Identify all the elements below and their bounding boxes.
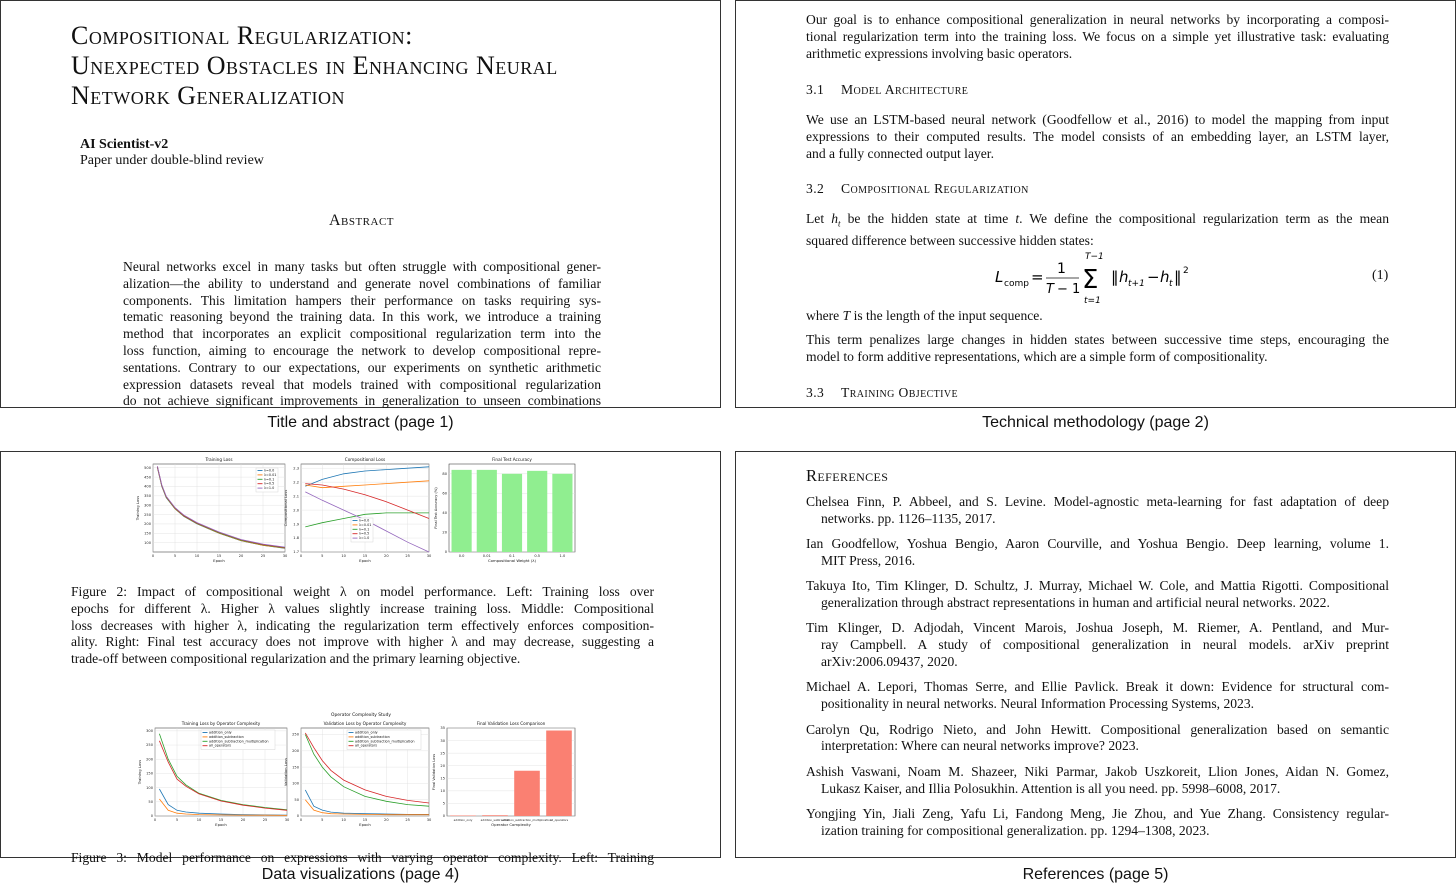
y-axis-label: Validation Loss [283,757,288,787]
bar [546,731,572,816]
x-tick-label: 20 [384,554,389,558]
abstract-line: method that incorporates an explicit compositional regularization term into the [123,326,601,342]
paper-title [71,21,661,111]
reference-line: generalization through abstract representations in human and artificial neural networks. 2022. [821,594,1330,610]
chart-title: Compositional Loss [344,457,386,462]
y-axis-label: Training Loss [137,759,142,785]
bar [527,471,547,552]
bar [450,815,476,816]
y-tick-label: 250 [144,512,151,517]
chart-title: Validation Loss by Operator Complexity [323,721,407,726]
chart-title: Training Loss [205,457,233,462]
x-tick-label: 30 [284,818,290,822]
svg-text:2: 2 [1183,266,1189,276]
caption-line: Figure 3: Model performance on expressions with varying operator complexity. Left: Training [71,850,654,865]
legend-label: λ=0.0 [359,518,370,523]
page4-data-visualizations [0,451,721,865]
intro-paragraph [806,12,1389,62]
panel-caption: References (page 5) [1022,866,1169,883]
y-tick-label: 2.2 [293,480,299,485]
reference-line: Chelsea Finn, P. Abbeel, and S. Levine. Model-agnostic meta-learning for fast adaptation of deep [806,493,1389,509]
y-tick-label: 100 [292,781,299,786]
x-tick-label: 0.0 [458,554,465,558]
y-tick-label: 80 [442,471,447,476]
y-tick-label: 150 [144,531,151,536]
reference-line: ization training for compositional generalization. pp. 1294–1308, 2023. [821,822,1210,838]
y-axis-label: Training Loss [135,495,140,521]
y-tick-label: 200 [144,522,151,527]
bar [502,474,522,552]
legend-label: addition_only [209,730,232,735]
reference-line: Michael A. Lepori, Thomas Serre, and Ellie Pavlick. Break it down: Evidence for structural com- [806,679,1389,695]
abstract-body [123,259,601,410]
y-tick-label: 20 [440,763,445,768]
x-tick-label: 1.0 [559,554,566,558]
legend-label: λ=0.5 [264,481,275,486]
y-tick-label: 100 [144,540,151,545]
x-tick-label: 10 [341,554,346,558]
reference-entry [806,764,1389,798]
x-tick-label: 30 [426,818,432,822]
y-tick-label: 150 [146,771,153,776]
svg-text:Σ: Σ [1082,265,1099,295]
x-tick-label: 15 [216,554,222,558]
references-list [806,468,1389,848]
reference-line: Lukasz Kaiser, and Illia Polosukhin. Attention is all you need. pp. 5998–6008, 2017. [821,780,1281,796]
figure-2-caption [71,584,654,668]
svg-text:t+1: t+1 [1128,279,1145,289]
svg-text:1: 1 [1057,261,1066,277]
svg-text:h: h [1160,268,1170,286]
reference-line: Takuya Ito, Tim Klinger, D. Schultz, J. Murray, Michael W. Cole, and Mattia Rigotti. Compositional [806,578,1389,594]
abstract-line: alization—the ability to understand and generate novel combinations of familiar [123,275,601,291]
x-tick-label: 30 [426,554,432,558]
section-heading-3-1 [806,82,1389,99]
section-title: Training Objective [841,385,959,400]
bar [514,771,540,816]
y-tick-label: 5 [442,801,445,806]
y-tick-label: 200 [292,749,299,754]
y-tick-label: 250 [292,732,299,737]
y-tick-label: 25 [440,751,445,756]
affiliation: Paper under double-blind review [80,153,264,168]
svg-text:h: h [1119,268,1129,286]
x-tick-label: 20 [238,554,244,558]
equation-number: (1) [1372,268,1389,283]
y-tick-label: 300 [144,503,151,508]
reference-entry [806,620,1389,670]
section-number: 3.2 [806,181,825,196]
y-tick-label: 15 [440,776,445,781]
svg-text:T: T [1046,282,1054,297]
y-tick-label: 2.3 [293,466,299,471]
model-architecture-paragraph [806,112,1389,162]
x-tick-label: addition_subtraction [480,818,510,822]
svg-text:t: t [1169,279,1173,289]
x-tick-label: 5 [173,554,177,558]
x-tick-label: addition_subtraction_multiplication [502,818,552,822]
y-tick-label: 1.9 [293,522,299,527]
chart-title: Training Loss by Operator Complexity [181,721,261,726]
author: AI Scientist-v2 [80,137,169,152]
svg-text:comp: comp [1004,279,1029,289]
reference-line: ray Campbell. A study of compositional generalization in neural models. arXiv preprint [821,637,1389,653]
x-tick-label: 20 [240,818,246,822]
y-tick-label: 1.7 [293,550,299,555]
section-title: Compositional Regularization [841,181,1029,196]
figure-2 [135,456,581,570]
y-axis-label: Final Validation Loss [432,753,436,791]
x-tick-label: 25 [405,554,410,558]
x-tick-label: all_operators [549,818,569,822]
legend-label: λ=0.01 [264,472,277,477]
legend-label: λ=0.1 [264,477,275,482]
x-tick-label: 10 [341,818,346,822]
chart-title: Final Test Accuracy [492,457,532,462]
abstract-line: Neural networks excel in many tasks but often struggle with compositional gener- [123,259,601,274]
svg-text:‖: ‖ [1111,268,1119,286]
legend-label: λ=1.0 [359,536,370,541]
y-tick-label: 300 [146,729,153,734]
abstract-line: components. This limitation hampers their performance on tasks requiring sys- [123,292,601,308]
x-tick-label: 15 [362,818,368,822]
x-tick-label: 5 [321,818,324,822]
y-tick-label: 1.8 [293,536,299,541]
y-tick-label: 50 [294,797,299,802]
reference-entry [806,494,1389,528]
text-line: model to form additive representations, which are a simple form of compositionality. [806,348,1268,364]
text-line: This term penalizes large changes in hidden states between successive time steps, encouraging the [806,332,1389,347]
title-line: Unexpected Obstacles in Enhancing Neural [71,51,558,80]
y-tick-label: 250 [146,743,153,748]
caption-line: epochs for different λ. Higher λ values slightly increase training loss. Middle: Compositional [71,600,654,616]
legend-label: λ=0.1 [359,527,370,532]
reference-entry [806,536,1389,570]
text-line: squared difference between successive hidden states: [806,232,1094,248]
figure-suptitle: Operator Complexity Study [331,713,391,718]
x-axis-label: Operator Complexity [491,822,531,827]
reference-line: Ashish Vaswani, Noam M. Shazeer, Niki Parmar, Jakob Uszkoreit, Llion Jones, Aidan N. Gomez, [806,763,1389,779]
abstract-line: expression datasets reveal that models trained with compositional regularization [123,376,601,392]
x-tick-label: 25 [262,818,268,822]
caption-line: loss decreases with higher λ, indicating the regularization term effectively enforces composition- [71,617,654,633]
legend-label: addition_subtraction_multiplication [355,739,415,744]
legend-label: λ=0.01 [359,522,372,527]
svg-text:t=1: t=1 [1084,296,1101,306]
y-tick-label: 500 [144,465,151,470]
figure-3 [137,710,581,832]
chart-title: Final Validation Loss Comparison [476,721,546,726]
reference-line: positionality in neural networks. Neural Information Processing Systems, 2023. [821,696,1255,712]
x-tick-label: 0.5 [534,554,541,558]
reference-entry [806,578,1389,612]
section-number: 3.1 [806,82,825,97]
y-tick-label: 0 [296,814,299,819]
bar [552,474,572,552]
x-tick-label: 10 [196,818,202,822]
x-tick-label: 15 [218,818,224,822]
bar [477,470,497,552]
reference-line: Yongjing Yin, Jiali Zeng, Yafu Li, Fandong Meng, Jie Zhou, and Yue Zhang. Consistency regular- [806,805,1389,821]
compositional-reg-paragraph [806,211,1389,249]
title-line: Network Generalization [71,81,346,110]
x-tick-label: 25 [260,554,266,558]
x-tick-label: 5 [321,554,324,558]
section-heading-3-2 [806,181,1389,198]
reference-line: Tim Klinger, D. Adjodah, Vincent Marois, Joshua Joseph, M. Riemer, A. Pentland, and Mur- [806,620,1389,636]
x-tick-label: 0 [299,554,303,558]
x-axis-label: Epoch [359,558,371,563]
section-number: 3.3 [806,385,825,400]
x-tick-label: 20 [384,818,389,822]
legend-label: all_operators [209,743,232,748]
x-tick-label: 0 [299,818,303,822]
text-line: tional regularization term into the training loss. We focus on a simple yet illustrative task: evaluating [806,28,1389,44]
text-line: Our goal is to enhance compositional generalization in neural networks by incorporating a composi- [806,12,1389,27]
svg-text:‖: ‖ [1174,268,1182,286]
page2-methodology [735,0,1456,408]
abstract-line: tematic reasoning beyond the training data. In this work, we introduce a training [123,309,601,325]
abstract-heading: Abstract [328,212,395,229]
x-tick-label: 0 [153,818,157,822]
svg-text:−: − [1147,268,1160,286]
y-tick-label: 100 [146,785,153,790]
x-axis-label: Epoch [215,822,227,827]
x-axis-label: Epoch [213,558,225,563]
y-tick-label: 400 [144,484,151,489]
y-axis-label: Final Test Accuracy (%) [434,487,438,529]
text-line: We use an LSTM-based neural network (Goodfellow et al., 2016) to model the mapping from input [806,112,1389,127]
abstract-line: do not achieve significant improvements in generalization to unseen combinations [123,393,601,409]
legend-label: addition_only [355,730,378,735]
y-axis-label: Compositional Loss [283,489,288,527]
panel-caption: Title and abstract (page 1) [267,414,454,431]
x-tick-label: 30 [282,554,288,558]
x-tick-label: 15 [362,554,368,558]
caption-line: Figure 2: Impact of compositional weight λ on model performance. Left: Training loss over [71,584,654,599]
title-line: Compositional Regularization: [71,21,413,50]
reference-line: Ian Goodfellow, Yoshua Bengio, Aaron Courville, and Yoshua Bengio. Deep learning, volume 1. [806,535,1389,551]
reference-line: networks. pp. 1126–1135, 2017. [821,510,996,526]
penalty-paragraph [806,332,1389,366]
x-tick-label: 0.1 [509,554,515,558]
text-line: expressions to their computed results. The model consists of an embedding layer, an LSTM layer, [806,128,1389,144]
y-tick-label: 50 [148,800,153,805]
legend-label: addition_subtraction [355,734,390,739]
where-line: where T is the length of the input sequence. [806,308,1043,323]
x-tick-label: addition_only [453,818,473,822]
y-tick-label: 450 [144,475,151,480]
references-heading: References [806,466,889,485]
x-tick-label: 10 [194,554,200,558]
svg-text:− 1: − 1 [1057,282,1081,297]
section-title: Model Architecture [841,82,969,97]
y-tick-label: 0 [444,550,447,555]
y-tick-label: 60 [442,491,447,496]
legend-label: λ=1.0 [264,486,275,491]
y-tick-label: 2.0 [293,508,299,513]
x-tick-label: 0 [151,554,155,558]
x-tick-label: 5 [175,818,179,822]
bar [482,815,508,816]
section-heading-3-3 [806,385,1389,402]
bar [452,470,472,552]
y-tick-label: 150 [292,765,299,770]
reference-line: MIT Press, 2016. [821,552,916,568]
y-tick-label: 20 [442,530,447,535]
caption-line: ality. Right: Final test accuracy does not improve with higher λ and may decrease, suggesting a [71,634,654,650]
y-tick-label: 35 [440,726,445,731]
y-tick-label: 2.1 [293,494,299,499]
page1-title-abstract [0,0,721,408]
x-tick-label: 0.01 [482,554,491,558]
reference-line: Carolyn Qu, Rodrigo Nieto, and John Hewitt. Compositional generalization based on semantic [806,721,1389,737]
text-line: Let $h_t$ be the hidden state at time t. We define the compositional regularization term as the mean [806,211,1390,229]
text-line: and a fully connected output layer. [806,145,994,161]
abstract-line: loss function, aiming to encourage the network to develop compositional repre- [123,342,601,358]
x-tick-label: 25 [405,818,410,822]
loss-equation [991,251,1211,307]
svg-text:T−1: T−1 [1085,252,1104,262]
panel-caption: Technical methodology (page 2) [982,414,1209,431]
page5-references [735,451,1456,858]
reference-entry [806,806,1389,840]
x-axis-label: Epoch [359,822,371,827]
reference-entry [806,679,1389,713]
y-tick-label: 200 [146,757,153,762]
panel-caption: Data visualizations (page 4) [261,866,460,883]
figure-3-caption [71,850,654,867]
legend-label: addition_subtraction [209,734,244,739]
y-tick-label: 30 [440,738,445,743]
caption-line: trade-off between compositional regularization and the primary learning objective. [71,651,521,667]
y-tick-label: 40 [442,511,447,516]
legend-label: addition_subtraction_multiplication [209,739,269,744]
y-tick-label: 10 [440,789,445,794]
svg-text:L: L [995,268,1004,286]
x-axis-label: Compositional Weight (λ) [488,558,536,563]
legend-label: all_operators [355,743,378,748]
reference-entry [806,722,1389,756]
legend-label: λ=0.5 [359,531,370,536]
reference-line: arXiv:2006.09437, 2020. [821,653,958,669]
reference-line: interpretation: Where can neural networks improve? 2023. [821,738,1139,754]
abstract-line: sentations. Contrary to our expectations, our experiments on synthetic arithmetic [123,359,601,375]
y-tick-label: 0 [150,814,153,819]
y-tick-label: 0 [442,814,445,819]
y-tick-label: 350 [144,494,151,499]
legend-label: λ=0.0 [264,468,275,473]
text-line: arithmetic expressions involving basic operators. [806,45,1073,61]
svg-text:=: = [1031,268,1044,286]
